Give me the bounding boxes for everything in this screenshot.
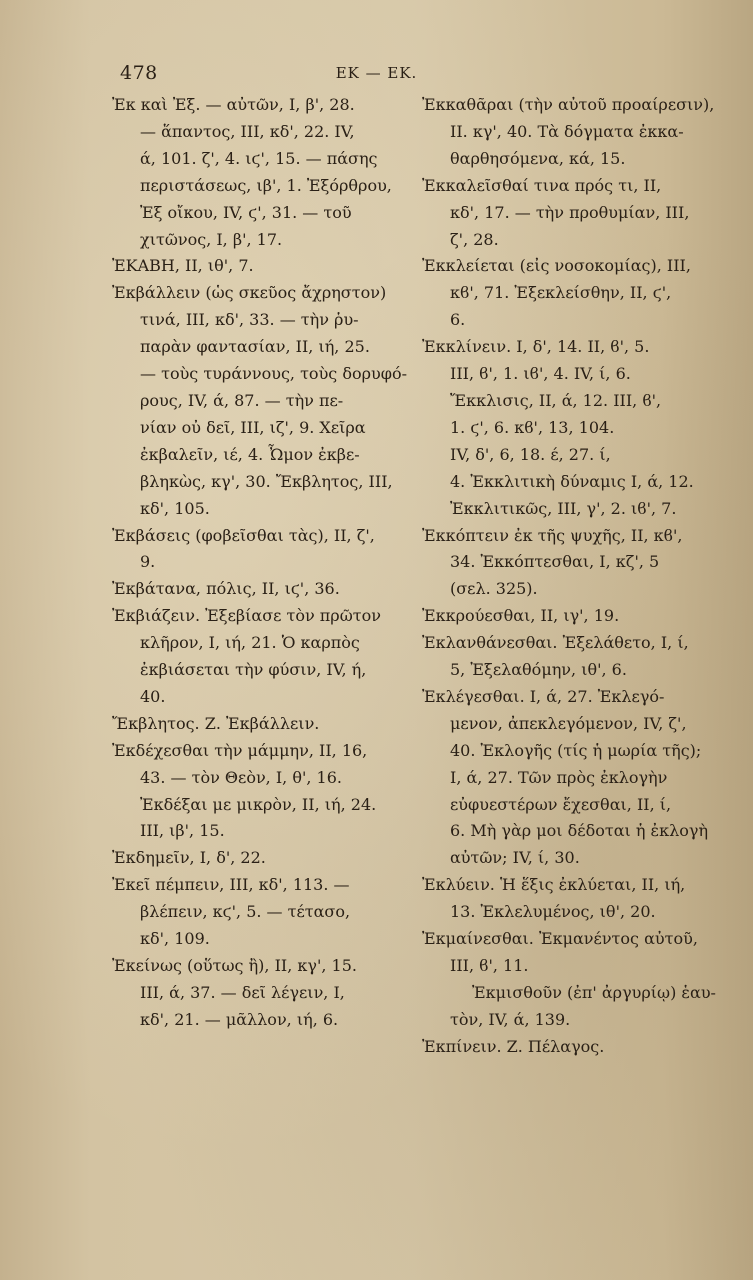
index-continuation-line: II. κγ', 40. Τὰ δόγματα ἐκκα-	[450, 121, 684, 141]
index-continuation-line: Ἔκκλισις, II, ά, 12. III, ϐ',	[450, 390, 662, 410]
index-entry-line: Ἐκλέγεσθαι. I, ά, 27. Ἐκλεγό-	[422, 686, 665, 706]
index-continuation-line: Ἐξ οἴκου, IV, ϛ', 31. — τοῦ	[140, 202, 352, 222]
index-continuation-line: κδ', 109.	[140, 929, 210, 949]
index-continuation-line: 34. Ἐκκόπτεσθαι, I, κζ', 5	[450, 552, 660, 572]
index-continuation-line: τινά, III, κδ', 33. — τὴν ῥυ-	[140, 310, 359, 330]
index-entry-line: Ἐκβάτανα, πόλις, II, ιϛ', 36.	[112, 579, 340, 599]
index-continuation-line: 43. — τὸν Θεὸν, I, θ', 16.	[140, 767, 342, 787]
index-continuation-line: κδ', 17. — τὴν προθυμίαν, III,	[450, 202, 690, 222]
index-continuation-line: ά, 101. ζ', 4. ιϛ', 15. — πάσης	[140, 148, 378, 168]
index-continuation-line: III, ιβ', 15.	[140, 821, 225, 841]
index-entry-line: Ἐκβάσεις (φοβεῖσθαι τὰς), II, ζ',	[112, 525, 375, 545]
index-continuation-line: αὐτῶν; IV, ί, 30.	[450, 848, 580, 868]
page-number: 478	[120, 62, 158, 84]
index-entry-line: Ἐκβάλλειν (ὡς σκεῦος ἄχρηστον)	[112, 283, 387, 303]
index-continuation-line: ἐκβιάσεται τὴν φύσιν, IV, ή,	[140, 660, 367, 680]
index-column-left	[112, 92, 414, 1034]
index-entry-line: Ἐκδέχεσθαι τὴν μάμμην, II, 16,	[112, 740, 368, 760]
index-continuation-line: κδ', 105.	[140, 498, 210, 518]
index-continuation-line: 1. ϛ', 6. κϐ', 13, 104.	[450, 417, 615, 437]
index-entry-line: Ἐκκαθᾶραι (τὴν αὐτοῦ προαίρεσιν),	[422, 95, 715, 114]
index-continuation-line: 6. Μὴ γὰρ μοι δέδοται ἡ ἐκλογὴ	[450, 821, 709, 841]
index-continuation-line: 9.	[140, 552, 156, 572]
index-entry-line: Ἐκκλείεται (εἰς νοσοκομίας), III,	[422, 256, 691, 276]
index-entry-line: Ἐκπίνειν. Ζ. Πέλαγος.	[422, 1036, 605, 1056]
index-continuation-line: περιστάσεως, ιβ', 1. Ἐξόρθρου,	[140, 175, 392, 195]
running-head: ΕΚ — ΕΚ.	[335, 64, 418, 82]
index-continuation-line: 40.	[140, 686, 166, 706]
index-entry-line: Ἐκκαλεῖσθαί τινα πρός τι, II,	[422, 175, 662, 195]
index-continuation-line: ζ', 28.	[450, 229, 499, 249]
index-entry-line: Ἔκβλητος. Ζ. Ἐκβάλλειν.	[112, 713, 320, 733]
index-continuation-line: (σελ. 325).	[450, 579, 538, 599]
index-entry-line: Ἐκλανθάνεσθαι. Ἐξελάθετο, I, ί,	[422, 633, 689, 653]
index-continuation-line: κδ', 21. — μᾶλλον, ιή, 6.	[140, 1009, 339, 1029]
index-continuation-line: παρὰν φαντασίαν, II, ιή, 25.	[140, 337, 370, 357]
index-continuation-line: θαρθησόμενα, κά, 15.	[450, 148, 626, 168]
index-continuation-line: βλέπειν, κϛ', 5. — τέτασο,	[140, 902, 351, 922]
index-entry-line: Ἐκείνως (οὕτως ἢ), II, κγ', 15.	[112, 956, 357, 975]
index-entry-line: Ἐκκλίνειν. I, δ', 14. II, ϐ', 5.	[422, 337, 650, 357]
index-continuation-line: III, ϐ', 11.	[450, 956, 529, 975]
index-continuation-line: βληκὼς, κγ', 30. Ἔκβλητος, III,	[140, 471, 393, 491]
index-entry-line: Ἐκεῖ πέμπειν, III, κδ', 113. —	[112, 875, 350, 895]
index-continuation-line: III, ά, 37. — δεῖ λέγειν, I,	[140, 982, 345, 1002]
index-continuation-line: 5, Ἐξελαθόμην, ιθ', 6.	[450, 660, 627, 680]
index-continuation-line: III, ϐ', 1. ιϐ', 4. IV, ί, 6.	[450, 364, 631, 384]
index-continuation-line: ρους, IV, ά, 87. — τὴν πε-	[140, 390, 344, 410]
index-entry-line: Ἐκκρούεσθαι, II, ιγ', 19.	[422, 606, 620, 626]
index-continuation-line: Ἐκδέξαι με μικρὸν, II, ιή, 24.	[140, 794, 377, 814]
index-continuation-line: τὸν, IV, ά, 139.	[450, 1009, 571, 1029]
index-continuation-line: χιτῶνος, Ι, β', 17.	[140, 229, 283, 249]
index-continuation-line: — τοὺς τυράννους, τοὺς δορυφό-	[140, 364, 407, 384]
index-continuation-line: — ἅπαντος, III, κδ', 22. IV,	[140, 121, 355, 141]
index-continuation-line: I, ά, 27. Τῶν πρὸς ἐκλογὴν	[450, 767, 668, 787]
index-entry-line: ἘΚΑΒΗ, ΙΙ, ιθ', 7.	[112, 256, 254, 276]
index-continuation-line: 6.	[450, 310, 466, 330]
index-continuation-line: 4. Ἐκκλιτικὴ δύναμις I, ά, 12.	[450, 471, 694, 491]
index-entry-line: Ἐκκόπτειν ἐκ τῆς ψυχῆς, II, κϐ',	[422, 525, 683, 545]
index-continuation-line: εὐφυεστέρων ἔχεσθαι, II, ί,	[450, 794, 672, 814]
index-entry-line: Ἐκ καὶ Ἐξ. — αὐτῶν, Ι, β', 28.	[112, 95, 355, 114]
index-continuation-line: Ἐκμισθοῦν (ἐπ' ἀργυρίῳ) ἑαυ-	[472, 982, 716, 1002]
index-entry-line: Ἐκμαίνεσθαι. Ἐκμανέντος αὐτοῦ,	[422, 929, 698, 949]
index-continuation-line: 40. Ἐκλογῆς (τίς ἡ μωρία τῆς);	[450, 740, 702, 760]
index-continuation-line: IV, δ', 6, 18. έ, 27. ί,	[450, 444, 611, 464]
index-column-right	[422, 92, 722, 1061]
index-continuation-line: κϐ', 71. Ἐξεκλείσθην, II, ϛ',	[450, 283, 672, 303]
index-continuation-line: 13. Ἐκλελυμένος, ιθ', 20.	[450, 902, 656, 922]
index-continuation-line: κλῆρον, I, ιή, 21. Ὁ καρπὸς	[140, 633, 360, 653]
index-continuation-line: μενον, ἀπεκλεγόμενον, IV, ζ',	[450, 713, 687, 733]
index-entry-line: Ἐκδημεῖν, I, δ', 22.	[112, 848, 266, 868]
index-entry-line: Ἐκλύειν. Ἡ ἕξις ἐκλύεται, II, ιή,	[422, 875, 686, 895]
index-entry-line: Ἐκβιάζειν. Ἐξεβίασε τὸν πρῶτον	[112, 606, 381, 626]
index-continuation-line: Ἐκκλιτικῶς, III, γ', 2. ιϐ', 7.	[450, 498, 677, 518]
index-continuation-line: ἐκβαλεῖν, ιέ, 4. Ὦμον ἐκβε-	[140, 444, 360, 464]
index-continuation-line: νίαν οὐ δεῖ, III, ιζ', 9. Χεῖρα	[140, 417, 366, 437]
